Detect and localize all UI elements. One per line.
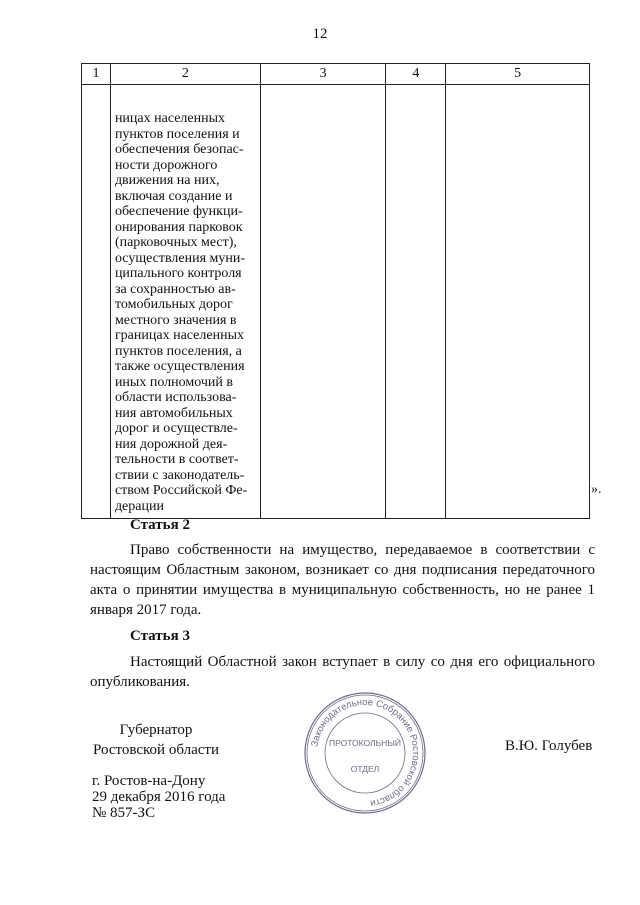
table-header-cell: 3 xyxy=(260,64,386,85)
article-3-text: Настоящий Областной закон вступает в силу со дня его официального опубликования. xyxy=(90,654,595,690)
table-header-row xyxy=(82,64,590,85)
table-cell-empty xyxy=(260,85,386,519)
article-2-text: Право собственности на имущество, передаваемое в соответствии с настоящим Областным законом, возникает со дня подписания передаточного акта о принятии имущества в муниципальную собственность, но не ранее 1 января 2017 года. xyxy=(90,542,595,618)
stamp-center-line-2: ОТДЕЛ xyxy=(350,764,380,774)
table-row xyxy=(82,85,590,519)
official-stamp xyxy=(302,690,428,816)
law-number: № 857-ЗС xyxy=(92,805,156,821)
table-cell-empty xyxy=(82,85,111,519)
stamp-center-line-1: ПРОТОКОЛЬНЫЙ xyxy=(329,738,401,748)
signatory-title: Губернатор Ростовской области xyxy=(93,722,219,758)
table-cell-empty xyxy=(386,85,446,519)
table-header-cell: 5 xyxy=(446,64,590,85)
table-header-cell: 1 xyxy=(82,64,111,85)
article-2-heading: Статья 2 xyxy=(130,517,190,533)
page-number: 12 xyxy=(312,26,328,42)
article-3-heading: Статья 3 xyxy=(130,628,190,644)
stamp-ring-text: Законодательное Собрание Ростовской области xyxy=(309,696,422,809)
city: г. Ростов-на-Дону xyxy=(92,773,206,789)
table-header-cell: 4 xyxy=(386,64,446,85)
document-table xyxy=(81,63,590,519)
table-closing-quote: ». xyxy=(591,482,602,497)
place-and-date xyxy=(92,773,225,821)
signatory-name: В.Ю. Голубев xyxy=(505,738,593,754)
date: 29 декабря 2016 года xyxy=(92,789,226,805)
table-header-cell: 2 xyxy=(110,64,260,85)
table-cell-empty xyxy=(446,85,590,519)
table-cell-text: ницах населенных пунктов поселения и обеспечения безопас- ности дорожного движения на них, включая создание и обеспечение функци- онирования парковок (парковочных мест), осуществления муни- ципального контроля за сохранностью ав- томобильных дорог местного значения в границах населенных пунктов поселения, а также осуществления иных полномочий в области использова- ния автомобильных дорог и осуществле- ния дорожной дея- тельности в соответ- ствии с законодатель- ством Российской Фе- дерации xyxy=(110,85,260,519)
